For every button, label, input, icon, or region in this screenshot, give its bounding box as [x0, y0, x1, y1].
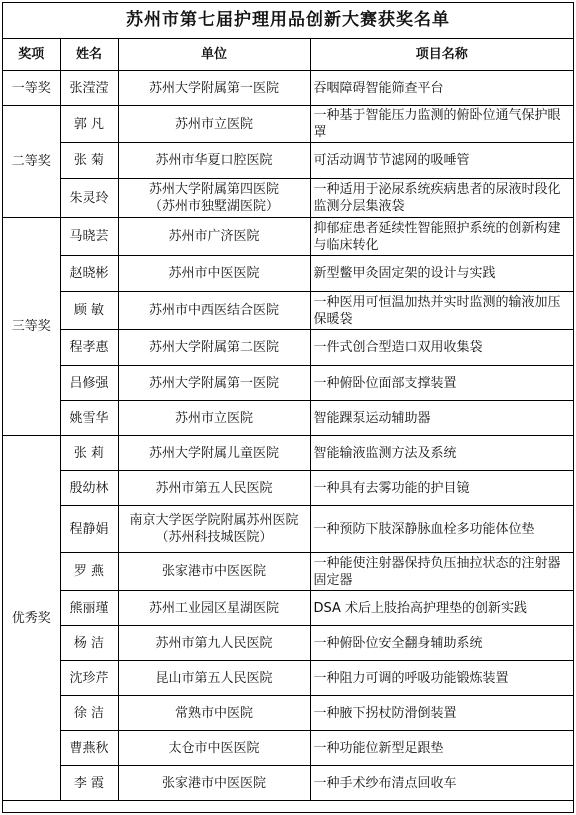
- project-title: 一种功能位新型足跟垫: [310, 731, 573, 766]
- table-row: [3, 471, 573, 506]
- unit-name: 苏州大学附属第一医院: [148, 80, 279, 96]
- table-row: [3, 591, 573, 626]
- winner-name: 吕修强: [60, 366, 118, 401]
- award-list-document: [2, 2, 574, 813]
- award-level: 二等奖: [3, 106, 60, 218]
- unit-name: 苏州大学附属第一医院: [148, 375, 279, 391]
- table-row: [3, 661, 573, 696]
- winner-name: 郭 凡: [60, 106, 118, 143]
- winner-name: 曹燕秋: [60, 731, 118, 766]
- project-title: 一种阻力可调的呼吸功能锻炼装置: [310, 661, 573, 696]
- unit-name: 苏州大学附属第四医院: [148, 182, 279, 197]
- table-row: [3, 256, 573, 292]
- unit-name: 张家港市中医医院: [161, 564, 266, 579]
- project-title: 新型鳖甲灸固定架的设计与实践: [310, 256, 573, 292]
- unit-name: 苏州大学附属儿童医院: [148, 445, 279, 461]
- project-title: 一种俯卧位面部支撑装置: [310, 366, 573, 401]
- project-title: 一种手术纱布清点回收车: [310, 766, 573, 801]
- winner-name: 殷幼林: [60, 471, 118, 506]
- unit-name: 昆山市第五人民医院: [155, 670, 273, 686]
- unit-name: 苏州工业园区星湖医院: [148, 600, 279, 616]
- table-row: [3, 731, 573, 766]
- winner-unit: [118, 218, 310, 256]
- winner-unit: [118, 506, 310, 553]
- winner-unit: [118, 731, 310, 766]
- unit-alias: （苏州科技城医院）: [155, 530, 273, 545]
- winner-name: 张 莉: [60, 436, 118, 471]
- project-title: 智能输液监测方法及系统: [310, 436, 573, 471]
- project-title: 一件式创合型造口双用收集袋: [310, 330, 573, 366]
- project-title: 一种预防下肢深静脉血栓多功能体位垫: [310, 506, 573, 553]
- table-row: [3, 766, 573, 801]
- table-body: [3, 71, 573, 801]
- winner-name: 姚雪华: [60, 401, 118, 436]
- winner-name: 熊丽瑾: [60, 591, 118, 626]
- winner-name: 程孝惠: [60, 330, 118, 366]
- unit-name: 苏州市第五人民医院: [155, 480, 273, 496]
- winner-unit: [118, 106, 310, 143]
- winner-unit: [118, 471, 310, 506]
- winner-unit: [118, 401, 310, 436]
- header-unit: 单位: [118, 39, 310, 71]
- award-table: [3, 39, 573, 801]
- table-row: [3, 106, 573, 143]
- unit-name: 苏州大学附属第二医院: [148, 340, 279, 355]
- winner-unit: [118, 366, 310, 401]
- winner-unit: [118, 696, 310, 731]
- project-title: 智能踝泵运动辅助器: [310, 401, 573, 436]
- winner-unit: [118, 256, 310, 292]
- winner-name: 程静娟: [60, 506, 118, 553]
- document-title: 苏州市第七届护理用品创新大赛获奖名单: [3, 3, 573, 39]
- winner-unit: [118, 179, 310, 218]
- project-title: 一种腋下拐杖防滑倒装置: [310, 696, 573, 731]
- project-title: DSA 术后上肢抬高护理垫的创新实践: [310, 591, 573, 626]
- winner-name: 李 霞: [60, 766, 118, 801]
- unit-name: 南京大学医学院附属苏州医院: [129, 513, 299, 528]
- winner-name: 沈珍芹: [60, 661, 118, 696]
- winner-unit: [118, 626, 310, 661]
- header-name: 姓名: [60, 39, 118, 71]
- unit-name: 太仓市中医医院: [168, 740, 260, 756]
- winner-unit: [118, 553, 310, 591]
- winner-unit: [118, 292, 310, 330]
- winner-name: 朱灵玲: [60, 179, 118, 218]
- header-award: 奖项: [3, 39, 60, 71]
- award-level: 一等奖: [3, 71, 60, 106]
- winner-name: 罗 燕: [60, 553, 118, 591]
- table-row: [3, 696, 573, 731]
- winner-name: 张滢滢: [60, 71, 118, 106]
- table-row: [3, 71, 573, 106]
- winner-unit: [118, 766, 310, 801]
- table-row: [3, 436, 573, 471]
- project-title: 一种俯卧位安全翻身辅助系统: [310, 626, 573, 661]
- award-level: 三等奖: [3, 218, 60, 436]
- unit-name: 苏州市第九人民医院: [155, 635, 273, 651]
- winner-name: 张 菊: [60, 143, 118, 179]
- project-title: 可活动调节节滤网的吸唾管: [310, 143, 573, 179]
- table-row: [3, 366, 573, 401]
- table-row: [3, 179, 573, 218]
- table-header-row: [3, 39, 573, 71]
- table-row: [3, 553, 573, 591]
- award-level: 优秀奖: [3, 436, 60, 801]
- unit-name: 苏州市中西医结合医院: [148, 303, 279, 318]
- winner-name: 顾 敏: [60, 292, 118, 330]
- table-row: [3, 626, 573, 661]
- winner-name: 赵晓彬: [60, 256, 118, 292]
- winner-unit: [118, 436, 310, 471]
- winner-name: 马晓芸: [60, 218, 118, 256]
- project-title: 一种能使注射器保持负压抽拉状态的注射器固定器: [310, 553, 573, 591]
- winner-unit: [118, 591, 310, 626]
- unit-alias: （苏州市独墅湖医院）: [148, 199, 279, 214]
- table-row: [3, 143, 573, 179]
- winner-unit: [118, 71, 310, 106]
- winner-unit: [118, 661, 310, 696]
- project-title: 抑郁症患者延续性智能照护系统的创新构建与临床转化: [310, 218, 573, 256]
- winner-unit: [118, 330, 310, 366]
- table-row: [3, 292, 573, 330]
- unit-name: 张家港市中医医院: [161, 775, 266, 791]
- table-row: [3, 218, 573, 256]
- unit-name: 苏州市华夏口腔医院: [155, 153, 273, 168]
- winner-name: 徐 洁: [60, 696, 118, 731]
- unit-name: 苏州市广济医院: [168, 229, 260, 244]
- winner-name: 杨 洁: [60, 626, 118, 661]
- table-row: [3, 506, 573, 553]
- unit-name: 常熟市中医院: [174, 705, 253, 721]
- project-title: 一种医用可恒温加热并实时监测的输液加压保暖袋: [310, 292, 573, 330]
- unit-name: 苏州市立医院: [174, 410, 253, 426]
- project-title: 一种具有去雾功能的护目镜: [310, 471, 573, 506]
- unit-name: 苏州市中医医院: [168, 266, 260, 281]
- project-title: 吞咽障碍智能筛查平台: [310, 71, 573, 106]
- unit-name: 苏州市立医院: [174, 116, 253, 132]
- table-row: [3, 401, 573, 436]
- header-project: 项目名称: [310, 39, 573, 71]
- table-row: [3, 330, 573, 366]
- winner-unit: [118, 143, 310, 179]
- project-title: 一种基于智能压力监测的俯卧位通气保护眼罩: [310, 106, 573, 143]
- project-title: 一种适用于泌尿系统疾病患者的尿液时段化监测分层集液袋: [310, 179, 573, 218]
